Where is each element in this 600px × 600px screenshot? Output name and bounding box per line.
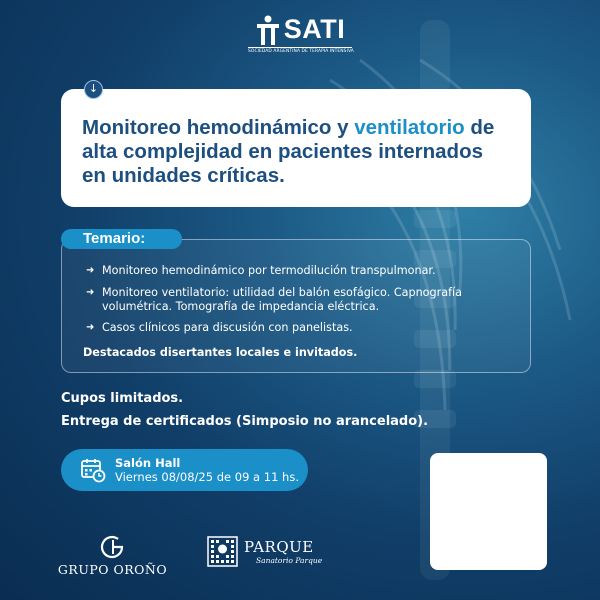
- calendar-clock-icon: [80, 457, 106, 483]
- list-item: [86, 286, 526, 313]
- arrow-down-icon: ↓: [84, 80, 103, 99]
- topic-text: Monitoreo hemodinámico por termodilución transpulmonar.: [102, 264, 436, 277]
- notes: [61, 391, 428, 437]
- list-item: [86, 264, 526, 278]
- event-info-pill: [61, 449, 308, 491]
- list-item: [86, 321, 526, 335]
- arrow-right-icon: ➜: [86, 322, 95, 333]
- logo-text: SATI: [283, 14, 346, 44]
- title-part1: Monitoreo hemodinámico y: [82, 116, 355, 139]
- event-date: Viernes 08/08/25 de 09 a 11 hs.: [115, 470, 299, 484]
- topic-list: [86, 264, 526, 343]
- speakers-highlight: Destacados disertantes locales e invitados.: [83, 346, 358, 359]
- parque-name: PARQUE: [244, 537, 314, 556]
- grupo-orono-logo: [50, 534, 175, 577]
- title-card: [61, 89, 531, 207]
- arrow-right-icon: ➜: [86, 287, 95, 298]
- sanatorio-parque-logo: [207, 536, 322, 567]
- certificates-note: Entrega de certificados (Simposio no arancelado).: [61, 414, 429, 429]
- title-part2: de alta complejidad en pacientes internados en unidades críticas.: [82, 116, 495, 187]
- sati-emblem-icon: [255, 15, 281, 45]
- orono-name: GRUPO OROÑO: [57, 562, 168, 577]
- topic-text: Monitoreo ventilatorio: utilidad del balón esofágico. Capnografía volumétrica. Tomografía de impedancia eléctrica.: [102, 286, 462, 313]
- topic-text: Casos clínicos para discusión con panelistas.: [102, 321, 353, 334]
- parque-emblem-icon: [207, 536, 238, 567]
- orono-emblem-icon: [100, 534, 126, 560]
- temario-label: Temario:: [61, 229, 182, 249]
- title-accent: ventilatorio: [354, 116, 465, 139]
- arrow-right-icon: ➜: [86, 265, 95, 276]
- logo-subtitle: SOCIEDAD ARGENTINA DE TERAPIA INTENSIVA: [248, 49, 354, 54]
- qr-placeholder: [430, 453, 547, 570]
- limited-spots-note: Cupos limitados.: [61, 391, 184, 406]
- page-title: [82, 116, 511, 188]
- event-venue: Salón Hall: [115, 456, 181, 470]
- parque-subtitle: Sanatorio Parque: [256, 555, 323, 565]
- sati-logo: [248, 14, 352, 54]
